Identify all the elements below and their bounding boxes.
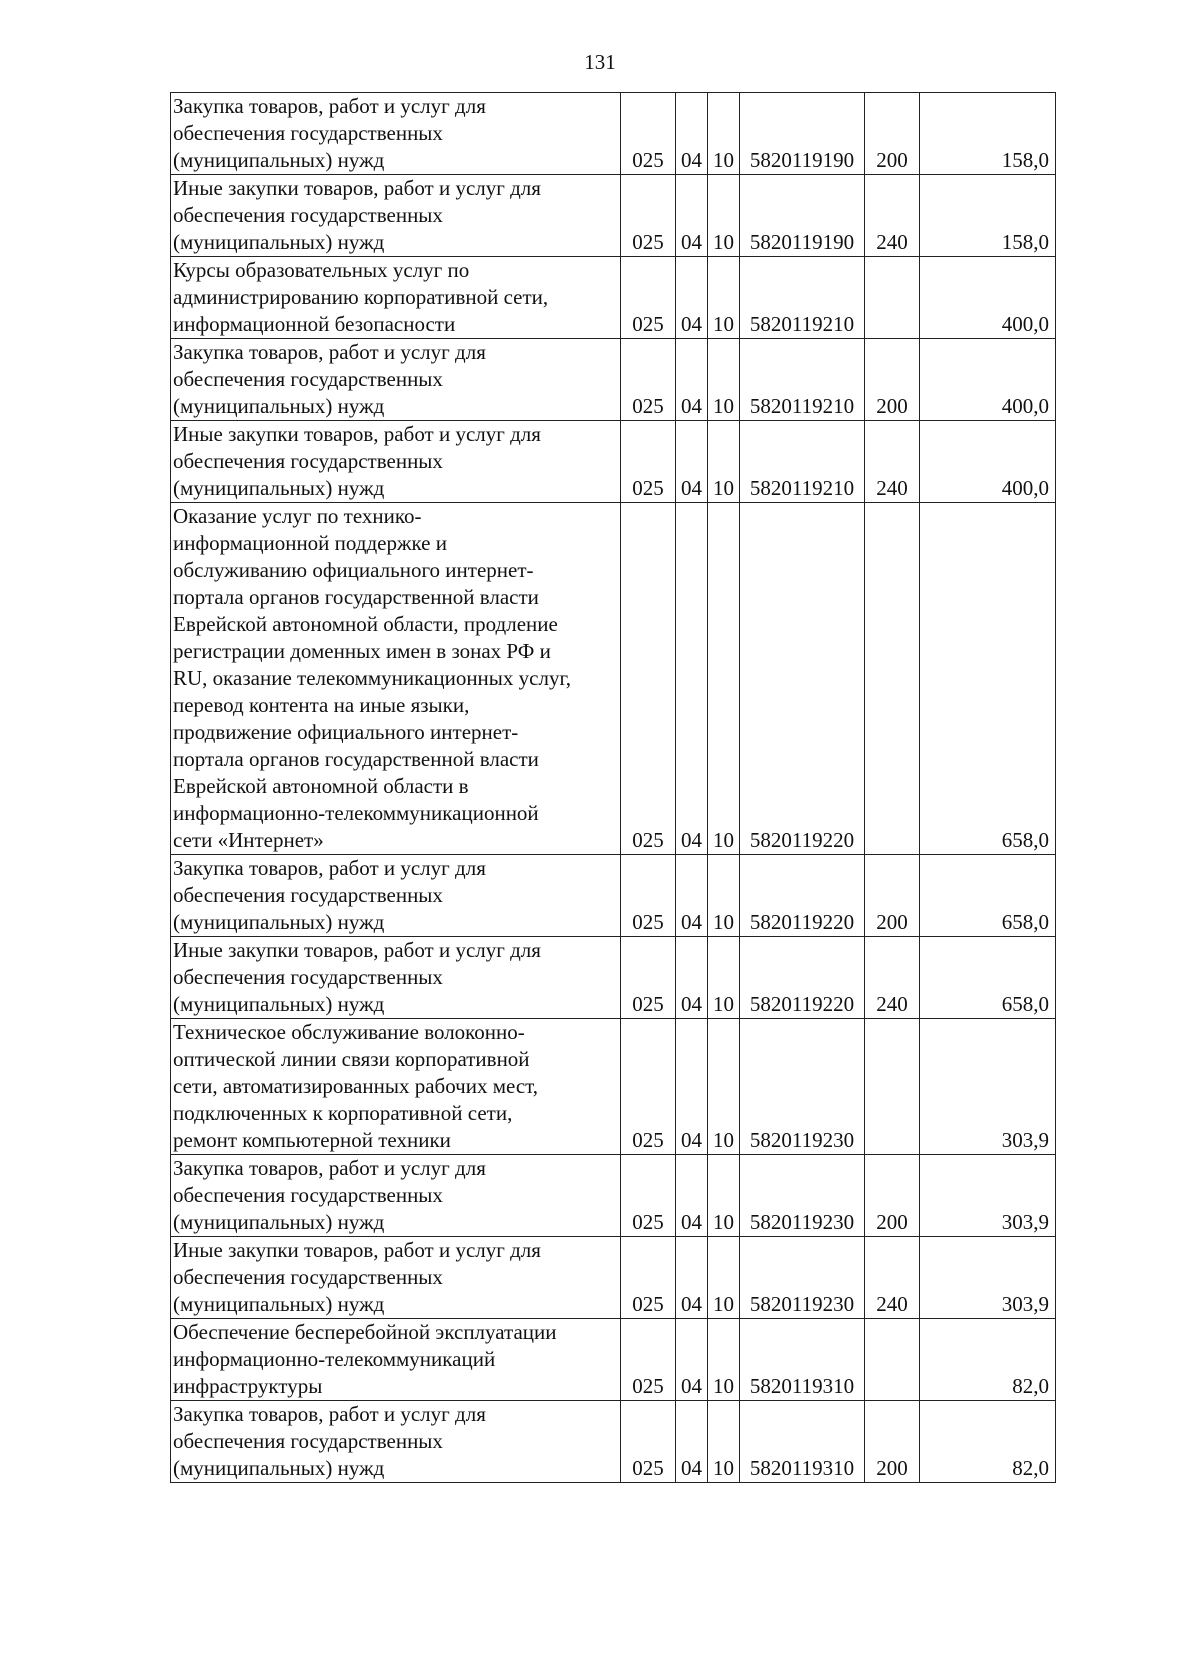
item-name-line: (муниципальных) нужд	[173, 1210, 385, 1234]
table-row	[171, 257, 1056, 339]
ministry-code-cell: 025	[621, 93, 676, 175]
page-number: 131	[584, 50, 616, 74]
item-name-line: Закупка товаров, работ и услуг для	[173, 1156, 486, 1180]
item-name-cell	[171, 1237, 621, 1319]
item-name-line: обеспечения государственных	[173, 1265, 443, 1289]
expense-kind-cell: 200	[865, 339, 920, 421]
item-name-line: Закупка товаров, работ и услуг для	[173, 94, 486, 118]
ministry-code-cell: 025	[621, 855, 676, 937]
expense-kind-cell	[865, 257, 920, 339]
item-name-line: (муниципальных) нужд	[173, 230, 385, 254]
subsection-code-cell: 10	[708, 339, 740, 421]
ministry-code-cell: 025	[621, 421, 676, 503]
target-article-cell: 5820119190	[740, 93, 865, 175]
item-name-line: Оказание услуг по технико-	[173, 504, 422, 528]
item-name-line: информационной безопасности	[173, 312, 456, 336]
item-name-cell	[171, 1019, 621, 1155]
item-name-line: (муниципальных) нужд	[173, 910, 385, 934]
target-article-cell: 5820119230	[740, 1155, 865, 1237]
expense-kind-cell	[865, 503, 920, 855]
table-row	[171, 421, 1056, 503]
expense-kind-cell: 240	[865, 175, 920, 257]
target-article-cell: 5820119190	[740, 175, 865, 257]
table-row	[171, 1155, 1056, 1237]
expense-kind-cell: 240	[865, 1237, 920, 1319]
target-article-cell: 5820119310	[740, 1401, 865, 1483]
target-article-cell: 5820119210	[740, 257, 865, 339]
item-name-line: Иные закупки товаров, работ и услуг для	[173, 1238, 541, 1262]
amount-cell: 658,0	[920, 855, 1056, 937]
subsection-code-cell: 10	[708, 1019, 740, 1155]
item-name-line: ремонт компьютерной техники	[173, 1128, 451, 1152]
ministry-code-cell: 025	[621, 1155, 676, 1237]
amount-cell: 400,0	[920, 339, 1056, 421]
amount-cell: 303,9	[920, 1155, 1056, 1237]
section-code-cell: 04	[676, 257, 708, 339]
section-code-cell: 04	[676, 1155, 708, 1237]
ministry-code-cell: 025	[621, 937, 676, 1019]
item-name-line: инфраструктуры	[173, 1374, 323, 1398]
item-name-line: портала органов государственной власти	[173, 585, 539, 609]
subsection-code-cell: 10	[708, 1155, 740, 1237]
item-name-line: сети, автоматизированных рабочих мест,	[173, 1074, 539, 1098]
item-name-cell	[171, 1155, 621, 1237]
item-name-cell	[171, 1401, 621, 1483]
target-article-cell: 5820119220	[740, 937, 865, 1019]
item-name-line: Закупка товаров, работ и услуг для	[173, 340, 486, 364]
amount-cell: 158,0	[920, 175, 1056, 257]
item-name-line: обеспечения государственных	[173, 1429, 443, 1453]
item-name-line: (муниципальных) нужд	[173, 1292, 385, 1316]
item-name-line: (муниципальных) нужд	[173, 992, 385, 1016]
item-name-line: обеспечения государственных	[173, 965, 443, 989]
subsection-code-cell: 10	[708, 1401, 740, 1483]
item-name-line: (муниципальных) нужд	[173, 1456, 385, 1480]
ministry-code-cell: 025	[621, 1401, 676, 1483]
budget-table	[170, 92, 1056, 1483]
item-name-line: обеспечения государственных	[173, 367, 443, 391]
subsection-code-cell: 10	[708, 503, 740, 855]
expense-kind-cell: 200	[865, 1401, 920, 1483]
item-name-cell	[171, 421, 621, 503]
item-name-cell	[171, 339, 621, 421]
section-code-cell: 04	[676, 1019, 708, 1155]
item-name-line: сети «Интернет»	[173, 828, 324, 852]
section-code-cell: 04	[676, 937, 708, 1019]
target-article-cell: 5820119220	[740, 503, 865, 855]
table-row	[171, 503, 1056, 855]
expense-kind-cell: 240	[865, 421, 920, 503]
amount-cell: 303,9	[920, 1237, 1056, 1319]
section-code-cell: 04	[676, 1319, 708, 1401]
item-name-line: Еврейской автономной области в	[173, 774, 469, 798]
item-name-line: обеспечения государственных	[173, 1183, 443, 1207]
item-name-cell	[171, 175, 621, 257]
expense-kind-cell: 200	[865, 855, 920, 937]
item-name-line: Обеспечение бесперебойной эксплуатации	[173, 1320, 557, 1344]
target-article-cell: 5820119210	[740, 339, 865, 421]
item-name-line: Иные закупки товаров, работ и услуг для	[173, 938, 541, 962]
section-code-cell: 04	[676, 93, 708, 175]
item-name-line: обеспечения государственных	[173, 203, 443, 227]
table-row	[171, 93, 1056, 175]
item-name-cell	[171, 503, 621, 855]
section-code-cell: 04	[676, 175, 708, 257]
item-name-line: (муниципальных) нужд	[173, 148, 385, 172]
ministry-code-cell: 025	[621, 1019, 676, 1155]
ministry-code-cell: 025	[621, 175, 676, 257]
item-name-line: обеспечения государственных	[173, 121, 443, 145]
budget-table-body	[171, 93, 1056, 1483]
item-name-line: регистрации доменных имен в зонах РФ и	[173, 639, 551, 663]
item-name-line: подключенных к корпоративной сети,	[173, 1101, 513, 1125]
section-code-cell: 04	[676, 503, 708, 855]
item-name-line: Закупка товаров, работ и услуг для	[173, 1402, 486, 1426]
item-name-line: перевод контента на иные языки,	[173, 693, 470, 717]
item-name-line: Иные закупки товаров, работ и услуг для	[173, 176, 541, 200]
expense-kind-cell: 240	[865, 937, 920, 1019]
amount-cell: 658,0	[920, 503, 1056, 855]
item-name-line: информационно-телекоммуникаций	[173, 1347, 496, 1371]
item-name-line: Техническое обслуживание волоконно-	[173, 1020, 525, 1044]
section-code-cell: 04	[676, 1401, 708, 1483]
subsection-code-cell: 10	[708, 93, 740, 175]
item-name-line: обеспечения государственных	[173, 449, 443, 473]
item-name-line: Закупка товаров, работ и услуг для	[173, 856, 486, 880]
section-code-cell: 04	[676, 855, 708, 937]
amount-cell: 82,0	[920, 1319, 1056, 1401]
subsection-code-cell: 10	[708, 1237, 740, 1319]
ministry-code-cell: 025	[621, 503, 676, 855]
item-name-cell	[171, 937, 621, 1019]
target-article-cell: 5820119220	[740, 855, 865, 937]
item-name-line: Еврейской автономной области, продление	[173, 612, 558, 636]
item-name-cell	[171, 855, 621, 937]
item-name-line: (муниципальных) нужд	[173, 394, 385, 418]
amount-cell: 400,0	[920, 421, 1056, 503]
table-row	[171, 1401, 1056, 1483]
amount-cell: 82,0	[920, 1401, 1056, 1483]
item-name-line: информационной поддержке и	[173, 531, 447, 555]
table-row	[171, 1237, 1056, 1319]
table-row	[171, 175, 1056, 257]
table-row	[171, 339, 1056, 421]
item-name-line: продвижение официального интернет-	[173, 720, 519, 744]
subsection-code-cell: 10	[708, 1319, 740, 1401]
item-name-line: обеспечения государственных	[173, 883, 443, 907]
item-name-line: администрированию корпоративной сети,	[173, 285, 549, 309]
section-code-cell: 04	[676, 1237, 708, 1319]
table-row	[171, 855, 1056, 937]
expense-kind-cell: 200	[865, 1155, 920, 1237]
item-name-line: оптической линии связи корпоративной	[173, 1047, 530, 1071]
item-name-line: информационно-телекоммуникационной	[173, 801, 539, 825]
item-name-line: Иные закупки товаров, работ и услуг для	[173, 422, 541, 446]
ministry-code-cell: 025	[621, 1237, 676, 1319]
subsection-code-cell: 10	[708, 855, 740, 937]
item-name-line: Курсы образовательных услуг по	[173, 258, 470, 282]
item-name-cell	[171, 93, 621, 175]
expense-kind-cell	[865, 1019, 920, 1155]
ministry-code-cell: 025	[621, 1319, 676, 1401]
target-article-cell: 5820119230	[740, 1237, 865, 1319]
item-name-cell	[171, 257, 621, 339]
section-code-cell: 04	[676, 339, 708, 421]
table-row	[171, 1019, 1056, 1155]
table-row	[171, 1319, 1056, 1401]
item-name-line: (муниципальных) нужд	[173, 476, 385, 500]
target-article-cell: 5820119230	[740, 1019, 865, 1155]
subsection-code-cell: 10	[708, 421, 740, 503]
item-name-line: RU, оказание телекоммуникационных услуг,	[173, 666, 571, 690]
target-article-cell: 5820119210	[740, 421, 865, 503]
expense-kind-cell	[865, 1319, 920, 1401]
item-name-line: обслуживанию официального интернет-	[173, 558, 534, 582]
amount-cell: 158,0	[920, 93, 1056, 175]
item-name-cell	[171, 1319, 621, 1401]
table-row	[171, 937, 1056, 1019]
item-name-line: портала органов государственной власти	[173, 747, 539, 771]
subsection-code-cell: 10	[708, 175, 740, 257]
target-article-cell: 5820119310	[740, 1319, 865, 1401]
section-code-cell: 04	[676, 421, 708, 503]
amount-cell: 400,0	[920, 257, 1056, 339]
ministry-code-cell: 025	[621, 339, 676, 421]
ministry-code-cell: 025	[621, 257, 676, 339]
subsection-code-cell: 10	[708, 937, 740, 1019]
subsection-code-cell: 10	[708, 257, 740, 339]
amount-cell: 658,0	[920, 937, 1056, 1019]
amount-cell: 303,9	[920, 1019, 1056, 1155]
expense-kind-cell: 200	[865, 93, 920, 175]
